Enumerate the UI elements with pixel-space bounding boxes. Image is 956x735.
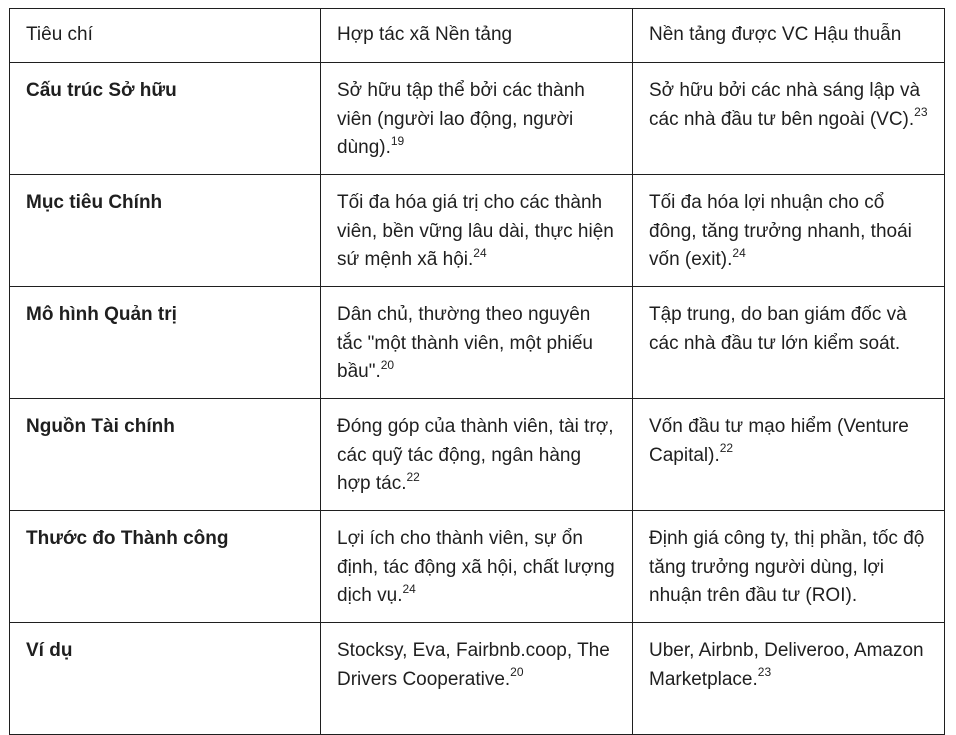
coop-text: Tối đa hóa giá trị cho các thành viên, bền vững lâu dài, thực hiện sứ mệnh xã hội. xyxy=(337,192,614,270)
vc-cell xyxy=(633,511,945,623)
coop-cell xyxy=(321,175,633,287)
header-vc-platform: Nền tảng được VC Hậu thuẫn xyxy=(633,9,945,63)
vc-text: Định giá công ty, thị phần, tốc độ tăng trưởng người dùng, lợi nhuận trên đầu tư (ROI). xyxy=(649,528,925,606)
vc-text: Uber, Airbnb, Deliveroo, Amazon Marketplace. xyxy=(649,640,924,690)
table-row-ownership xyxy=(10,63,945,175)
coop-cell xyxy=(321,399,633,511)
citation-ref: 20 xyxy=(510,665,524,680)
header-platform-coop: Hợp tác xã Nền tảng xyxy=(321,9,633,63)
header-row xyxy=(10,9,945,63)
criterion-cell: Nguồn Tài chính xyxy=(10,399,321,511)
table-row-success-metric xyxy=(10,511,945,623)
criterion-cell: Thước đo Thành công xyxy=(10,511,321,623)
vc-text: Vốn đầu tư mạo hiểm (Venture Capital). xyxy=(649,416,909,466)
table-header xyxy=(10,9,945,63)
coop-text: Dân chủ, thường theo nguyên tắc "một thành viên, một phiếu bầu". xyxy=(337,304,593,382)
criterion-cell: Cấu trúc Sở hữu xyxy=(10,63,321,175)
vc-cell xyxy=(633,399,945,511)
table-row-funding xyxy=(10,399,945,511)
coop-cell xyxy=(321,623,633,735)
table-row-main-goal xyxy=(10,175,945,287)
header-criteria: Tiêu chí xyxy=(10,9,321,63)
citation-ref: 24 xyxy=(473,245,487,260)
citation-ref: 19 xyxy=(390,133,405,148)
coop-text: Đóng góp của thành viên, tài trợ, các quỹ tác động, ngân hàng hợp tác. xyxy=(337,416,614,494)
citation-ref: 23 xyxy=(914,105,928,120)
citation-ref: 24 xyxy=(402,581,416,596)
table-row-governance xyxy=(10,287,945,399)
coop-text: Stocksy, Eva, Fairbnb.coop, The Drivers Cooperative. xyxy=(337,640,610,690)
criterion-cell: Mô hình Quản trị xyxy=(10,287,321,399)
coop-text: Sở hữu tập thể bởi các thành viên (người lao động, người dùng). xyxy=(337,80,585,158)
coop-cell xyxy=(321,63,633,175)
coop-cell xyxy=(321,287,633,399)
citation-ref: 23 xyxy=(757,665,772,680)
vc-text: Sở hữu bởi các nhà sáng lập và các nhà đầu tư bên ngoài (VC). xyxy=(649,80,921,130)
citation-ref: 24 xyxy=(732,245,746,260)
vc-cell xyxy=(633,63,945,175)
vc-cell xyxy=(633,623,945,735)
citation-ref: 22 xyxy=(406,469,420,484)
citation-ref: 20 xyxy=(380,357,395,372)
coop-cell xyxy=(321,511,633,623)
vc-cell xyxy=(633,287,945,399)
coop-text: Lợi ích cho thành viên, sự ổn định, tác động xã hội, chất lượng dịch vụ. xyxy=(337,528,615,606)
citation-ref: 22 xyxy=(719,441,734,456)
comparison-table xyxy=(9,8,945,735)
criterion-cell: Mục tiêu Chính xyxy=(10,175,321,287)
table-row-examples xyxy=(10,623,945,735)
vc-cell xyxy=(633,175,945,287)
table-body xyxy=(10,63,945,735)
vc-text: Tối đa hóa lợi nhuận cho cổ đông, tăng trưởng nhanh, thoái vốn (exit). xyxy=(649,192,912,270)
vc-text: Tập trung, do ban giám đốc và các nhà đầu tư lớn kiểm soát. xyxy=(649,304,907,354)
criterion-cell: Ví dụ xyxy=(10,623,321,735)
